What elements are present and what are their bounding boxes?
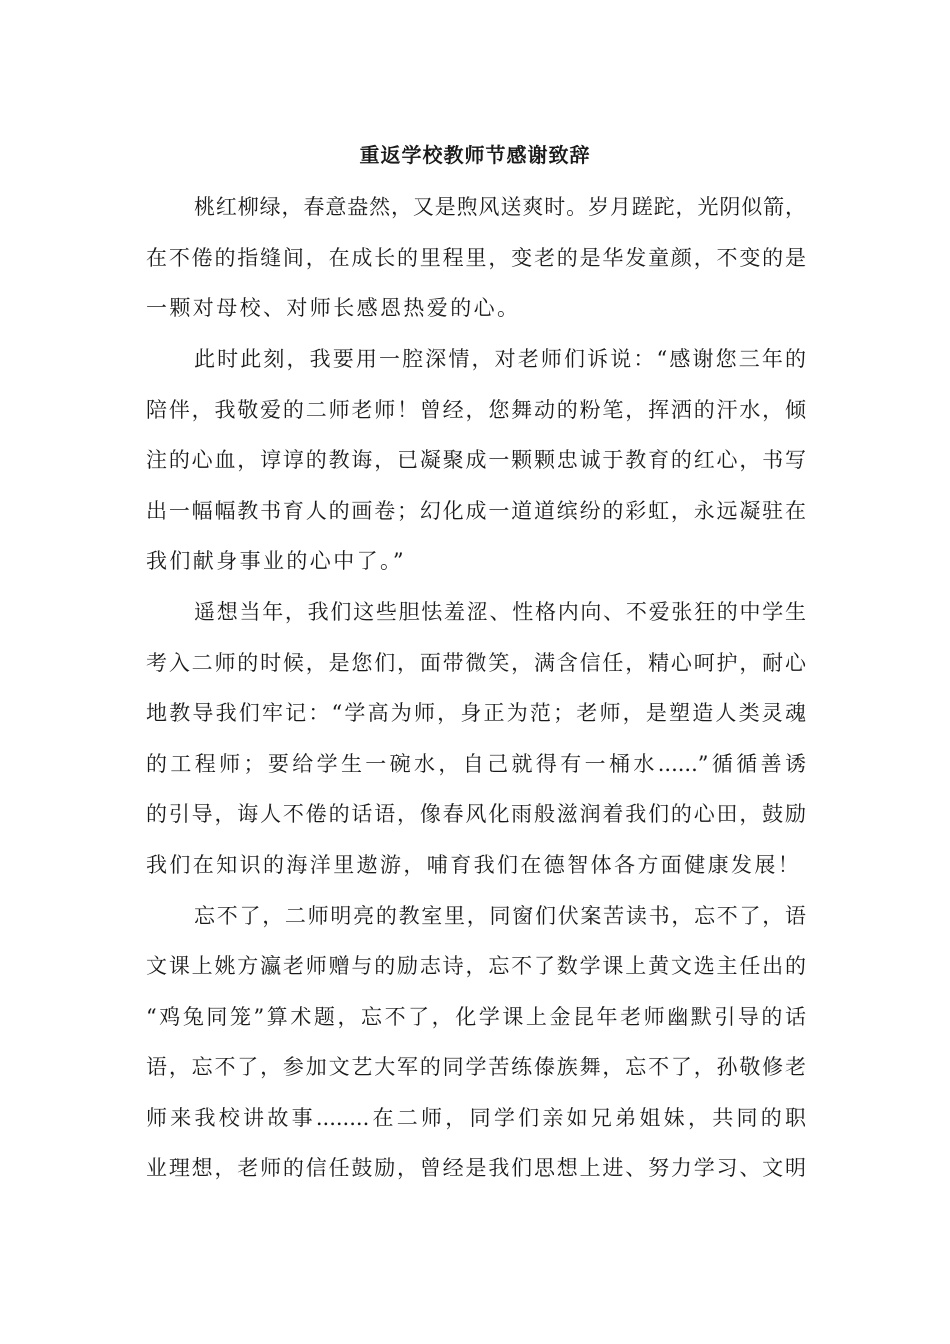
paragraph-2-line-1: 此时此刻，我要用一腔深情，对老师们诉说：“感谢您三年的: [194, 347, 806, 371]
paragraph-1-line-1: 桃红柳绿，春意盎然，又是煦风送爽时。岁月蹉跎，光阴似箭，: [194, 195, 806, 219]
paragraph-4-line-5: 师来我校讲故事........在二师，同学们亲如兄弟姐妹，共同的职: [146, 1106, 806, 1130]
paragraph-1-line-3: 一颗对母校、对师长感恩热爱的心。: [146, 296, 521, 320]
document-title: 重返学校教师节感谢致辞: [359, 143, 591, 167]
paragraph-3-line-1: 遥想当年，我们这些胆怯羞涩、性格内向、不爱张狂的中学生: [194, 600, 806, 624]
paragraph-3-line-6: 我们在知识的海洋里遨游，哺育我们在德智体各方面健康发展！: [146, 853, 802, 877]
paragraph-2-line-3: 注的心血，谆谆的教诲，已凝聚成一颗颗忠诚于教育的红心，书写: [146, 448, 806, 472]
paragraph-4-line-1: 忘不了，二师明亮的教室里，同窗们伏案苦读书，忘不了，语: [194, 904, 806, 928]
paragraph-4-line-2: 文课上姚方瀛老师赠与的励志诗，忘不了数学课上黄文选主任出的: [146, 954, 806, 978]
paragraph-2-line-5: 我们献身事业的心中了。”: [146, 549, 407, 573]
paragraph-3-line-3: 地教导我们牢记：“学高为师，身正为范；老师，是塑造人类灵魂: [146, 701, 806, 725]
paragraph-4-line-4: 语，忘不了，参加文艺大军的同学苦练傣族舞，忘不了，孙敬修老: [146, 1055, 806, 1079]
paragraph-4-line-6: 业理想，老师的信任鼓励，曾经是我们思想上进、努力学习、文明: [146, 1156, 806, 1180]
paragraph-1-line-2: 在不倦的指缝间，在成长的里程里，变老的是华发童颜，不变的是: [146, 246, 806, 270]
paragraph-4-line-3: “鸡兔同笼”算术题，忘不了，化学课上金昆年老师幽默引导的话: [146, 1005, 806, 1029]
paragraph-2-line-4: 出一幅幅教书育人的画卷；幻化成一道道缤纷的彩虹，永远凝驻在: [146, 499, 806, 523]
paragraph-3-line-2: 考入二师的时候，是您们，面带微笑，满含信任，精心呵护，耐心: [146, 651, 806, 675]
paragraph-3-line-4: 的工程师；要给学生一碗水，自己就得有一桶水......”循循善诱: [146, 752, 806, 776]
paragraph-3-line-5: 的引导，诲人不倦的话语，像春风化雨般滋润着我们的心田，鼓励: [146, 802, 806, 826]
paragraph-2-line-2: 陪伴，我敬爱的二师老师！曾经，您舞动的粉笔，挥洒的汗水，倾: [146, 398, 806, 422]
